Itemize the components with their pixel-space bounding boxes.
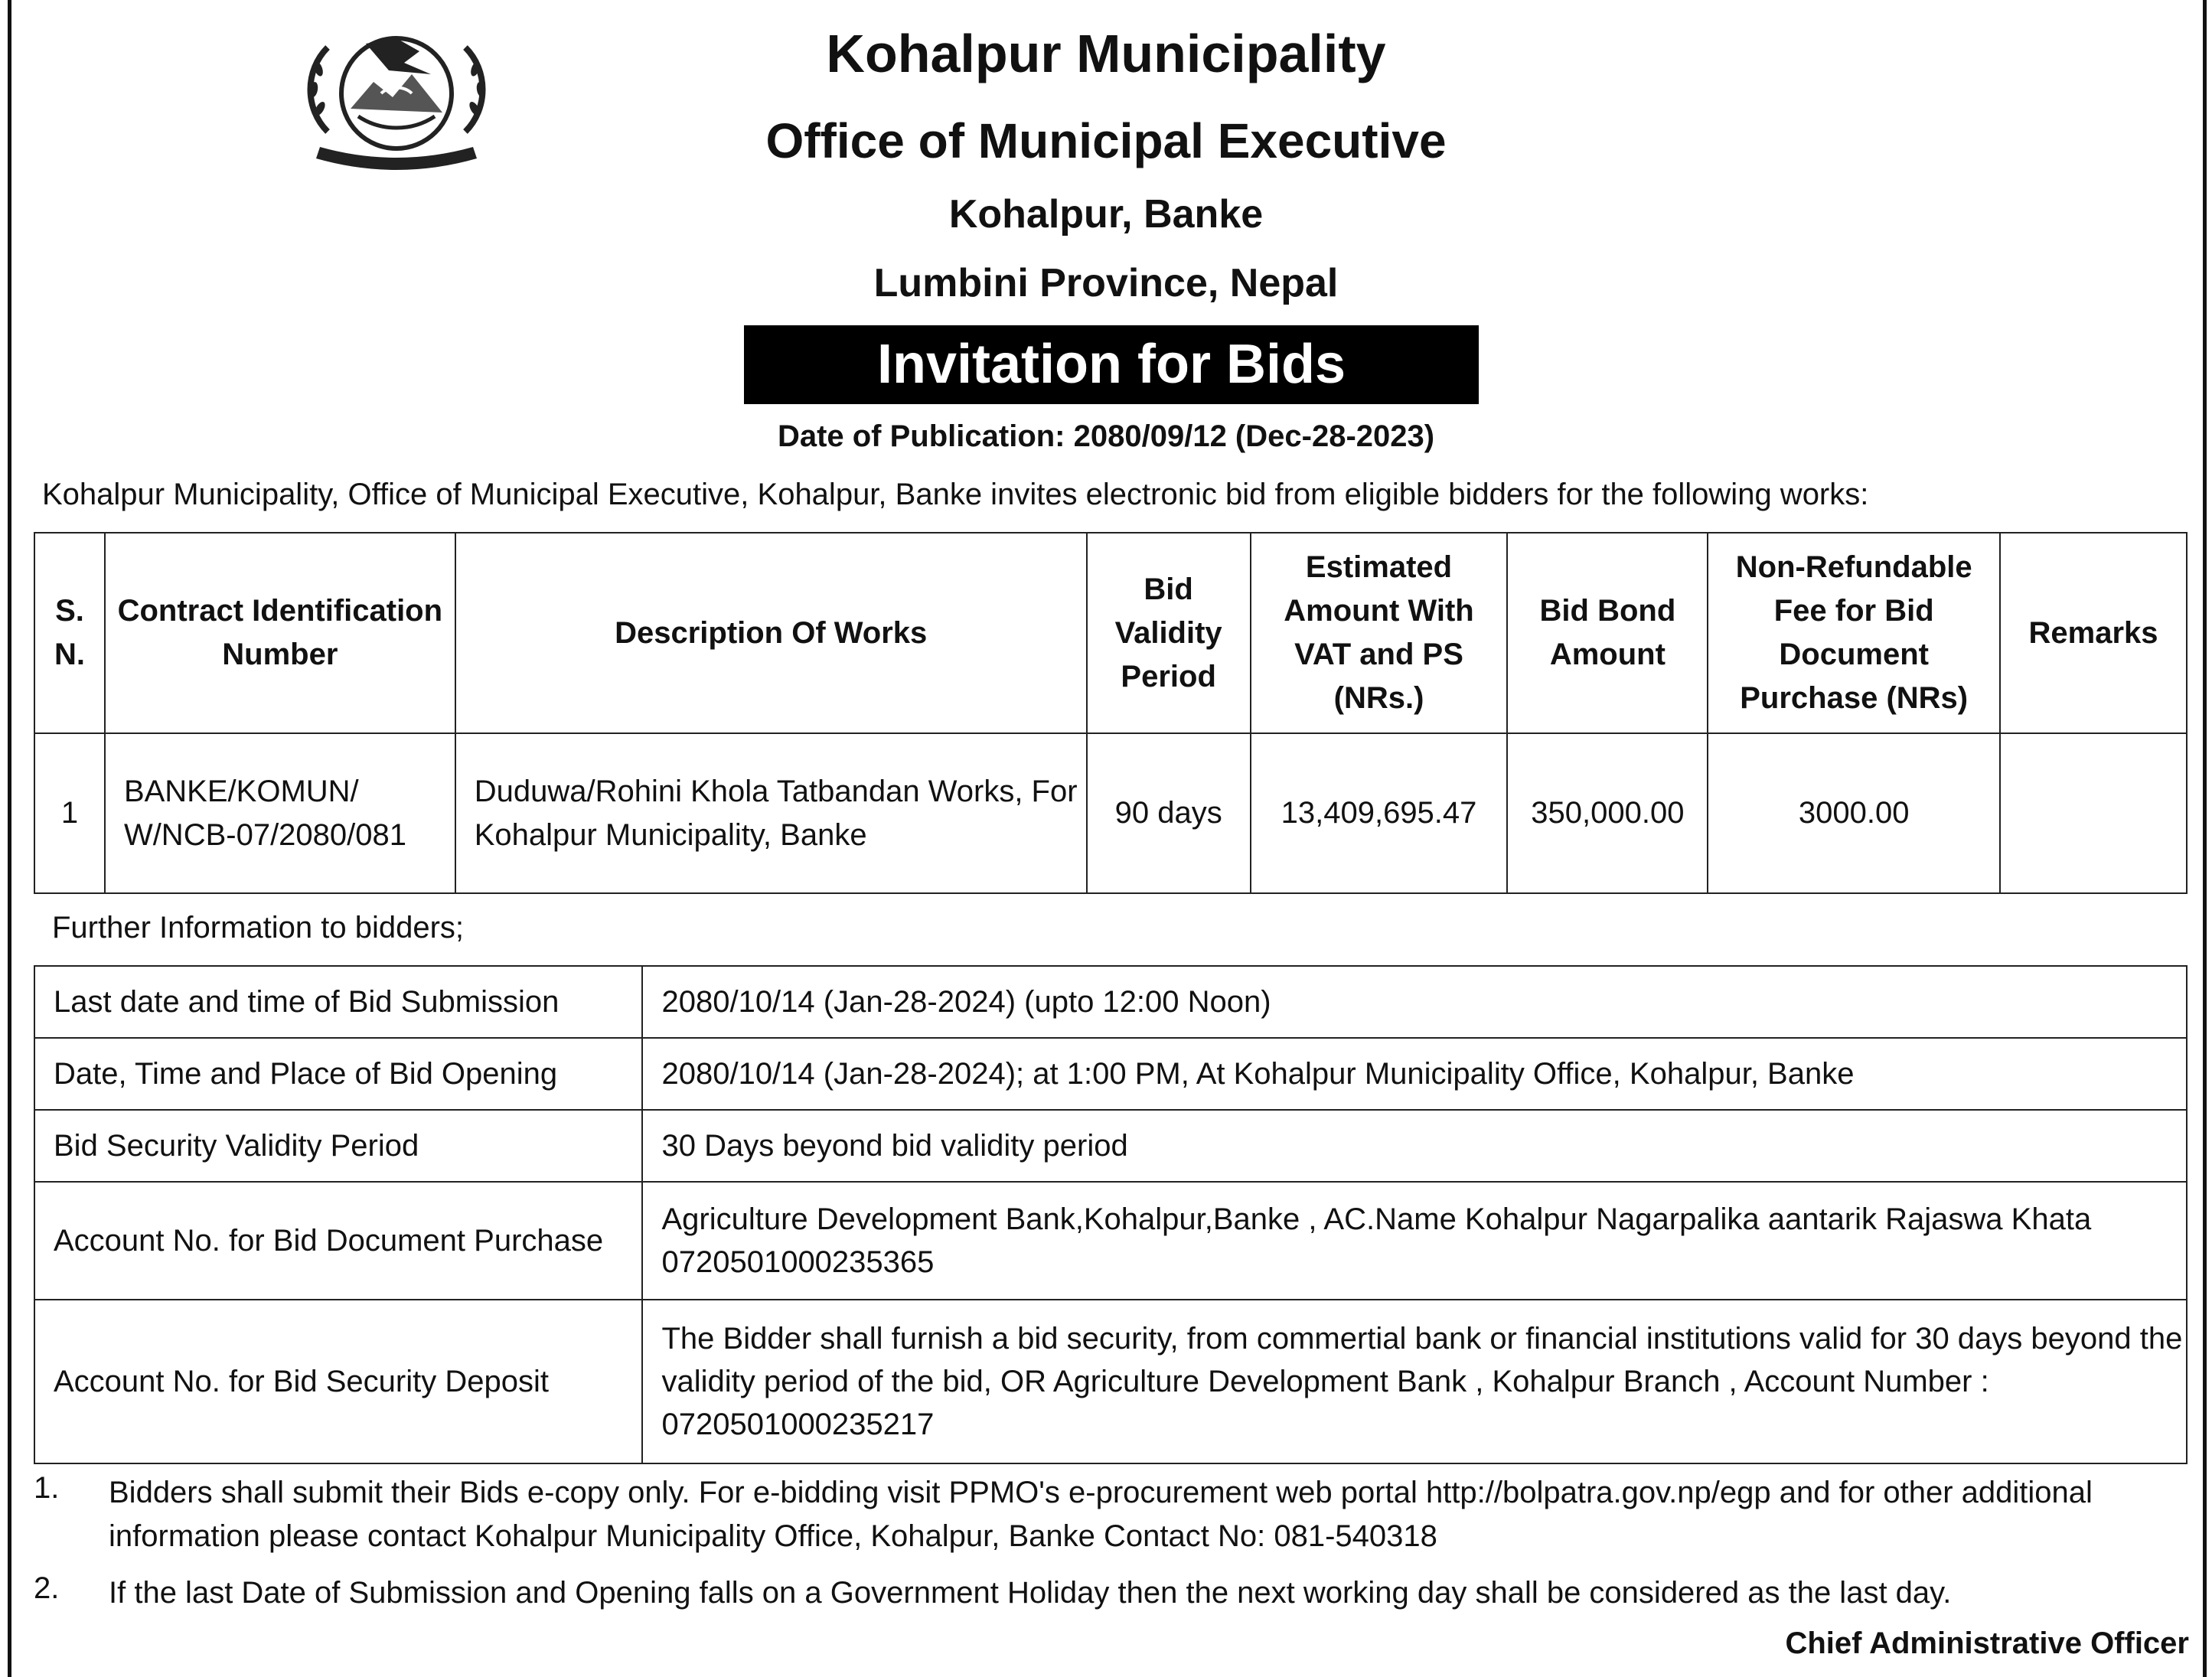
estimate-cell: 13,409,695.47 — [1251, 733, 1508, 893]
bid-info-table — [34, 965, 2188, 1464]
municipality-name: Kohalpur Municipality — [826, 24, 1386, 83]
office-province: Lumbini Province, Nepal — [873, 261, 1339, 305]
table-row — [34, 1110, 2187, 1182]
note-text: Bidders shall submit their Bids e-copy only. For e-bidding visit PPMO's e-procurement web portal http://bolpatra.gov.np/egp and for other additional information please contact Kohalpur Municipality Office, Kohalpur, Banke Contact No: 081-540318 — [109, 1476, 2093, 1553]
info-label-cell: Date, Time and Place of Bid Opening — [34, 1038, 642, 1110]
note-text: If the last Date of Submission and Opening falls on a Government Holiday then the next working day shall be considered as the last day. — [109, 1576, 1952, 1610]
header-cell: S. N. — [34, 533, 105, 733]
page-border-right — [2203, 0, 2207, 1677]
contract-id-cell: BANKE/KOMUN/ W/NCB-07/2080/081 — [105, 733, 455, 893]
table-row — [34, 1038, 2187, 1110]
remarks-cell — [2000, 733, 2187, 893]
header-cell: Description Of Works — [455, 533, 1087, 733]
info-value-cell: 30 Days beyond bid validity period — [642, 1110, 2187, 1182]
table-row — [34, 1182, 2187, 1300]
signatory-title: Chief Administrative Officer — [1785, 1626, 2189, 1660]
header-cell: Remarks — [2000, 533, 2187, 733]
info-label-cell: Bid Security Validity Period — [34, 1110, 642, 1182]
table-row — [34, 966, 2187, 1038]
info-label-cell: Last date and time of Bid Submission — [34, 966, 642, 1038]
validity-cell: 90 days — [1087, 733, 1251, 893]
info-value-cell: 2080/10/14 (Jan-28-2024); at 1:00 PM, At Kohalpur Municipality Office, Kohalpur, Banke — [642, 1038, 2187, 1110]
header-cell: Estimated Amount With VAT and PS (NRs.) — [1251, 533, 1508, 733]
header-cell: Contract Identification Number — [105, 533, 455, 733]
office-location: Kohalpur, Banke — [948, 192, 1264, 237]
intro-paragraph: Kohalpur Municipality, Office of Municipal Executive, Kohalpur, Banke invites electronic bid from eligible bidders for the following works: — [42, 478, 1869, 511]
header-cell: Bid Bond Amount — [1507, 533, 1708, 733]
works-table-header-row — [34, 533, 2187, 733]
header-cell: Bid Validity Period — [1087, 533, 1251, 733]
header-cell: Non-Refundable Fee for Bid Document Purchase (NRs) — [1708, 533, 2000, 733]
further-info-label: Further Information to bidders; — [52, 911, 465, 945]
table-row — [34, 1300, 2187, 1463]
bid-bond-cell: 350,000.00 — [1507, 733, 1708, 893]
description-cell: Duduwa/Rohini Khola Tatbandan Works, For Kohalpur Municipality, Banke — [455, 733, 1087, 893]
info-value-cell: Agriculture Development Bank,Kohalpur,Banke , AC.Name Kohalpur Nagarpalika aantarik Rajaswa Khata 0720501000235365 — [642, 1182, 2187, 1300]
info-value-cell: The Bidder shall furnish a bid security, from commertial bank or financial institutions valid for 30 days beyond the validity period of the bid, OR Agriculture Development Bank , Kohalpur Branch , Account Number : 0720501000235217 — [642, 1300, 2187, 1463]
note-number: 1. — [34, 1471, 60, 1505]
info-value-cell: 2080/10/14 (Jan-28-2024) (upto 12:00 Noon) — [642, 966, 2187, 1038]
publication-date: Date of Publication: 2080/09/12 (Dec-28-2023) — [777, 419, 1435, 453]
works-table — [34, 532, 2188, 894]
notice-title-banner: Invitation for Bids — [744, 325, 1479, 404]
fee-cell: 3000.00 — [1708, 733, 2000, 893]
info-label-cell: Account No. for Bid Document Purchase — [34, 1182, 642, 1300]
serial-number-cell: 1 — [34, 733, 105, 893]
info-label-cell: Account No. for Bid Security Deposit — [34, 1300, 642, 1463]
table-row — [34, 733, 2187, 893]
office-name: Office of Municipal Executive — [765, 113, 1447, 168]
note-number: 2. — [34, 1571, 60, 1605]
page-border-left — [8, 0, 11, 1677]
